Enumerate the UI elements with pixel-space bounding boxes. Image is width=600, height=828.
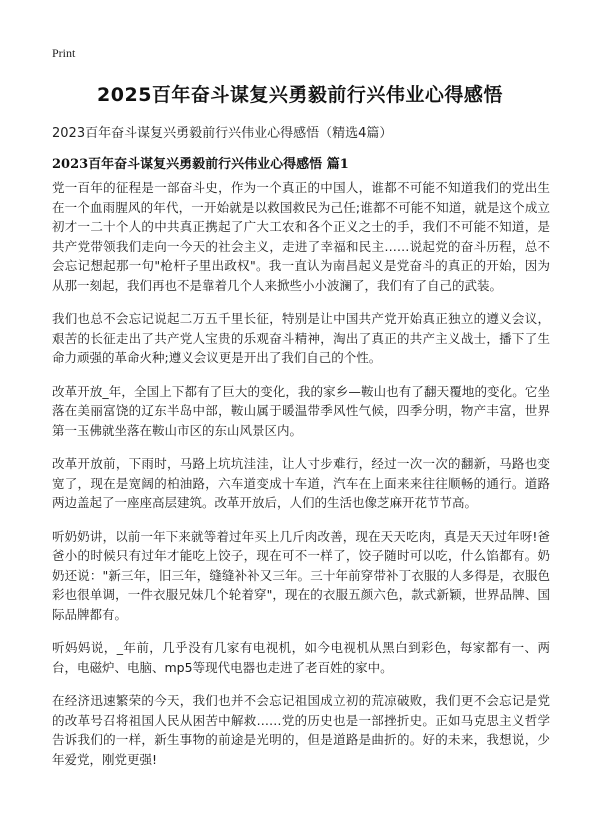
paragraph-7: 在经济迅速繁荣的今天，我们也并不会忘记祖国成立初的荒凉破败，我们更不会忘记是党的改革号召将祖国人民从困苦中解救……党的历史也是一部挫折史。正如马克思主义哲学告诉我们的一样，新生事物的前途是光明的，但是道路是曲折的。好的未来，我想说，少年爱党，刚党更强!: [52, 693, 550, 767]
paragraph-1: 党一百年的征程是一部奋斗史，作为一个真正的中国人，谁都不可能不知道我们的党出生在一个血雨腥风的年代，一开始就是以救国救民为己任;谁都不可能不知道，就是这个成立初才一二十个人的中共真正携起了广大工农和各个正义之士的手，我们不可能不知道，是共产党带领我们走向一今天的社会主义，走进了幸福和民主……说起党的奋斗历程，总不会忘记想起那一句"枪杆子里出政权"。我一直认为南昌起义是党奋斗的真正的开始，因为从那一刻起，我们再也不是靠着几个人来掀些小小波澜了，我们有了自己的武装。: [52, 180, 550, 293]
paragraph-2: 我们也总不会忘记说起二万五千里长征，特别是让中国共产党开始真正独立的遵义会议，艰苦的长征走出了共产党人宝贵的乐观奋斗精神，淘出了真正的共产主义战士，播下了生命力顽强的革命火种;遵义会议更是开出了我们自己的个性。: [52, 311, 550, 365]
paragraph-4: 改革开放前，下雨时，马路上坑坑洼洼，让人寸步难行，经过一次一次的翻新，马路也变宽了，现在是宽阔的柏油路，六车道变成十车道，汽车在上面来来往往顺畅的通行。道路两边盖起了一座座高层建筑。改革开放后，人们的生活也像芝麻开花节节高。: [52, 456, 550, 510]
page-title: 2025百年奋斗谋复兴勇毅前行兴伟业心得感悟: [97, 84, 503, 106]
print-button[interactable]: Print: [52, 46, 76, 60]
section-heading: 2023百年奋斗谋复兴勇毅前行兴伟业心得感悟 篇1: [52, 157, 349, 172]
document-subtitle: 2023百年奋斗谋复兴勇毅前行兴伟业心得感悟（精选4篇）: [52, 126, 393, 141]
paragraph-6: 听妈妈说，_年前，几乎没有几家有电视机，如今电视机从黑白到彩色，每家都有一、两台，电磁炉、电脑、mp5等现代电器也走进了老百姓的家中。: [52, 640, 550, 675]
paragraph-3: 改革开放_年，全国上下都有了巨大的变化，我的家乡—鞍山也有了翻天覆地的变化。它坐落在美丽富饶的辽东半岛中部，鞍山属于暖温带季风性气候，四季分明，物产丰富，世界第一玉佛就坐落在鞍山市区的东山风景区内。: [52, 383, 550, 438]
paragraph-5: 听奶奶讲，以前一年下来就等着过年买上几斤肉改善，现在天天吃肉，真是天天过年呀!爸爸小的时候只有过年才能吃上饺子，现在可不一样了，饺子随时可以吃，什么馅都有。奶奶还说："新三年，旧三年，缝缝补补又三年。三十年前穿带补丁衣服的人多得是，衣服色彩也很单调，一件衣服兄妹几个轮着穿"，现在的衣服五颜六色，款式新颖，世界品牌、国际品牌都有。: [52, 528, 550, 622]
article-body: [52, 178, 550, 783]
